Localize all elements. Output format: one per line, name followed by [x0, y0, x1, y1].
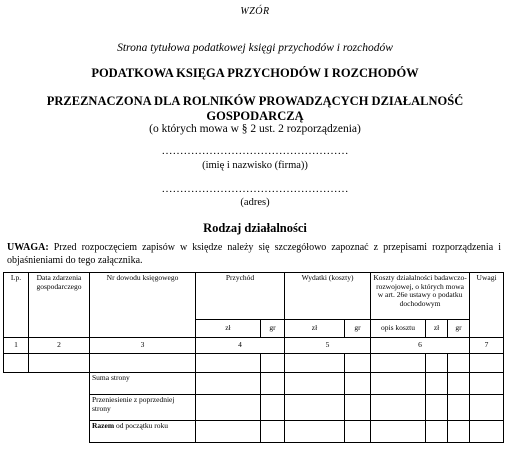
- table-cell[interactable]: [196, 373, 261, 395]
- table-cell[interactable]: [470, 354, 504, 373]
- table-cell[interactable]: [345, 395, 371, 421]
- subheader-przychod-gr: gr: [261, 320, 285, 338]
- table-cell[interactable]: [285, 373, 345, 395]
- table-cell[interactable]: [345, 354, 371, 373]
- header-lp: Lp.: [4, 273, 29, 338]
- table-cell[interactable]: [196, 421, 261, 443]
- table-cell[interactable]: [448, 395, 470, 421]
- document-title-line2: PRZEZNACZONA DLA ROLNIKÓW PROWADZĄCYCH DZIAŁALNOŚĆ: [46, 94, 464, 108]
- table-cell[interactable]: [285, 354, 345, 373]
- table-row: [4, 354, 504, 373]
- table-cell[interactable]: [261, 354, 285, 373]
- table-cell[interactable]: [448, 421, 470, 443]
- table-row-suma-strony: [4, 373, 504, 395]
- header-nr-dowodu: Nr dowodu księgowego: [90, 273, 196, 338]
- table-cell[interactable]: [285, 395, 345, 421]
- table-cell[interactable]: [371, 421, 426, 443]
- table-cell[interactable]: [345, 421, 371, 443]
- column-number: 7: [470, 338, 504, 354]
- table-cell[interactable]: [426, 395, 448, 421]
- empty-cell: [4, 373, 29, 395]
- table-cell[interactable]: [371, 395, 426, 421]
- empty-cell: [29, 395, 90, 421]
- table-cell[interactable]: [345, 373, 371, 395]
- subheader-przychod-zl: zł: [196, 320, 261, 338]
- empty-cell: [4, 421, 29, 443]
- section-heading: Rodzaj działalności: [203, 221, 307, 235]
- table-cell[interactable]: [371, 354, 426, 373]
- row-label-przeniesienie: Przeniesienie z poprzedniej strony: [90, 395, 196, 421]
- empty-cell: [4, 395, 29, 421]
- column-number: 1: [4, 338, 29, 354]
- table-cell[interactable]: [426, 421, 448, 443]
- empty-cell: [29, 373, 90, 395]
- column-number-row: [4, 338, 504, 354]
- address-field-line: ……………………………………………: [161, 183, 349, 195]
- subheader-wydatki-gr: gr: [345, 320, 371, 338]
- subheader-wydatki-zl: zł: [285, 320, 345, 338]
- table-cell[interactable]: [261, 373, 285, 395]
- document-title: PODATKOWA KSIĘGA PRZYCHODÓW I ROZCHODÓW: [91, 66, 419, 80]
- row-label-razem-rest: od początku roku: [114, 421, 169, 430]
- table-cell[interactable]: [448, 373, 470, 395]
- table-cell[interactable]: [261, 395, 285, 421]
- table-cell[interactable]: [29, 354, 90, 373]
- name-field-line: ……………………………………………: [161, 145, 349, 157]
- ledger-table: [3, 272, 504, 443]
- document-title-line2b: GOSPODARCZĄ: [206, 109, 304, 123]
- header-koszty-br: Koszty działalności badawczo-rozwojowej, o których mowa w art. 26e ustawy o podatku dochodowym: [371, 273, 470, 320]
- header-data-zdarzenia: Data zdarzenia gospodarczego: [29, 273, 90, 338]
- table-row-razem: [4, 421, 504, 443]
- column-number: 6: [371, 338, 470, 354]
- wzor-label: WZÓR: [240, 6, 270, 17]
- warning-text: Przed rozpoczęciem zapisów w księdze należy się szczegółowo zapoznać z przepisami rozporządzenia i objaśnieniami do tego załącznika.: [7, 242, 501, 266]
- column-number: 3: [90, 338, 196, 354]
- table-cell[interactable]: [4, 354, 29, 373]
- table-cell[interactable]: [371, 373, 426, 395]
- row-label-razem: [90, 421, 196, 443]
- column-number: 5: [285, 338, 371, 354]
- document-subtitle: Strona tytułowa podatkowej księgi przychodów i rozchodów: [117, 42, 393, 54]
- document-title-note: (o których mowa w § 2 ust. 2 rozporządzenia): [149, 123, 361, 135]
- table-cell[interactable]: [470, 373, 504, 395]
- empty-cell: [29, 421, 90, 443]
- name-field-caption: (imię i nazwisko (firma)): [202, 160, 308, 171]
- subheader-koszty-gr: gr: [448, 320, 470, 338]
- column-number: 2: [29, 338, 90, 354]
- row-label-razem-bold: Razem: [92, 421, 115, 430]
- warning-note: [7, 241, 501, 267]
- table-cell[interactable]: [196, 354, 261, 373]
- table-row-przeniesienie: [4, 395, 504, 421]
- header-uwagi: Uwagi: [470, 273, 504, 338]
- header-wydatki: Wydatki (koszty): [285, 273, 371, 320]
- table-header-row: [4, 273, 504, 320]
- subheader-opis-kosztu: opis kosztu: [371, 320, 426, 338]
- table-cell[interactable]: [426, 354, 448, 373]
- row-label-suma-strony: Suma strony: [90, 373, 196, 395]
- header-przychod: Przychód: [196, 273, 285, 320]
- column-number: 4: [196, 338, 285, 354]
- subheader-koszty-zl: zł: [426, 320, 448, 338]
- table-cell[interactable]: [285, 421, 345, 443]
- table-cell[interactable]: [90, 354, 196, 373]
- table-cell[interactable]: [261, 421, 285, 443]
- warning-label: UWAGA:: [7, 242, 49, 253]
- table-cell[interactable]: [448, 354, 470, 373]
- table-cell[interactable]: [196, 395, 261, 421]
- table-cell[interactable]: [470, 395, 504, 421]
- table-cell[interactable]: [470, 421, 504, 443]
- table-cell[interactable]: [426, 373, 448, 395]
- address-field-caption: (adres): [240, 197, 270, 208]
